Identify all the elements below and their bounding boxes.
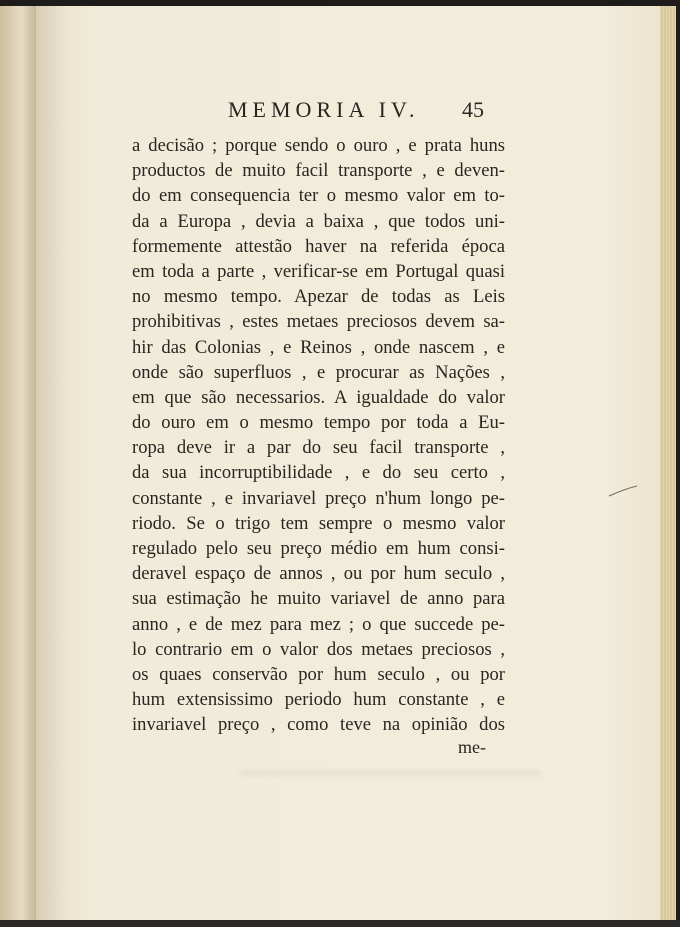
body-text <box>132 133 505 738</box>
catchword: me- <box>458 737 486 757</box>
text-line: sua estimação he muito variavel de anno para <box>132 588 505 610</box>
text-line: hir das Colonias , e Reinos , onde nascem , e <box>132 336 505 358</box>
text-line: deravel espaço de annos , ou por hum seculo , <box>132 563 505 585</box>
page-header <box>0 95 680 135</box>
text-line: a decisão ; porque sendo o ouro , e prata huns <box>132 135 505 156</box>
text-line: formemente attestão haver na referida época <box>132 235 505 257</box>
text-line: riodo. Se o trigo tem sempre o mesmo valor <box>132 512 505 534</box>
text-line: productos de muito facil transporte , e deven- <box>132 160 505 182</box>
page-stack-edge <box>660 6 676 920</box>
text-line: hum extensissimo periodo hum constante , e <box>132 689 505 711</box>
ink-show-through <box>240 770 540 776</box>
left-page-edge <box>0 6 40 927</box>
running-title: MEMORIA IV. <box>228 97 420 122</box>
text-line: onde são superfluos , e procurar as Nações , <box>132 361 505 383</box>
text-line: no mesmo tempo. Apezar de todas as Leis <box>132 286 505 308</box>
text-line: regulado pelo seu preço médio em hum consi- <box>132 538 505 559</box>
text-line: anno , e de mez para mez ; o que succede pe- <box>132 613 505 635</box>
text-line: os quaes conservão por hum seculo , ou por <box>132 663 505 685</box>
scan-background <box>0 920 680 927</box>
text-line: invariavel preço , como teve na opinião dos <box>132 714 505 736</box>
text-line: em toda a parte , verificar-se em Portugal quasi <box>132 260 505 282</box>
text-line: do ouro em o mesmo tempo por toda a Eu- <box>132 412 505 434</box>
text-line: lo contrario em o valor dos metaes preciosos , <box>132 638 505 660</box>
page-number: 45 <box>462 97 484 122</box>
text-line: ropa deve ir a par do seu facil transporte , <box>132 437 505 459</box>
text-line: prohibitivas , estes metaes preciosos devem sa- <box>132 311 505 333</box>
text-line: constante , e invariavel preço n'hum longo pe- <box>132 487 505 509</box>
text-line: em que são necessarios. A igualdade do valor <box>132 386 505 408</box>
text-line: do em consequencia ter o mesmo valor em to- <box>132 185 505 207</box>
pencil-mark-icon <box>608 484 638 498</box>
text-line: da a Europa , devia a baixa , que todos uni- <box>132 210 505 232</box>
text-line: da sua incorruptibilidade , e do seu certo , <box>132 462 505 484</box>
